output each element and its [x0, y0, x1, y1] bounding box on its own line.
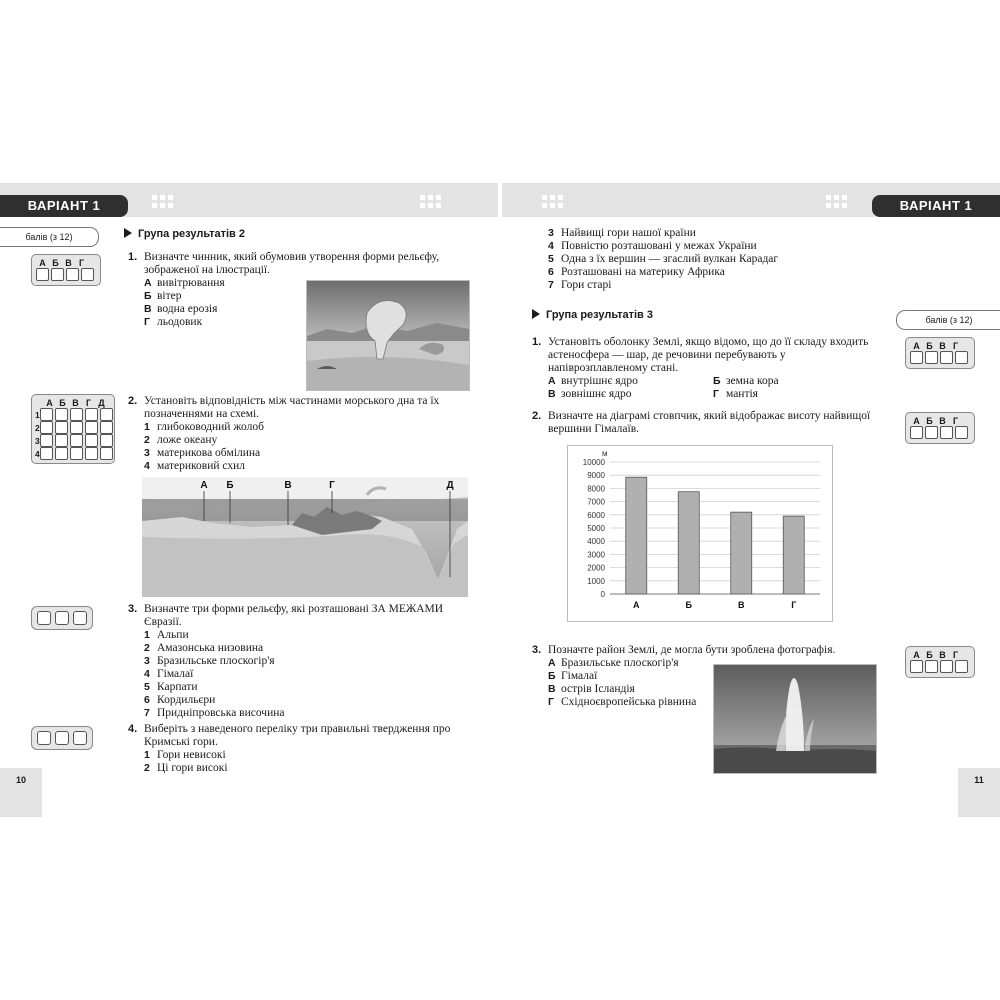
- answer-cell[interactable]: [66, 268, 79, 281]
- answer-cell[interactable]: [70, 434, 83, 447]
- answer-cell[interactable]: [940, 426, 953, 439]
- arrow-right-icon: [124, 228, 132, 238]
- answer-cell[interactable]: [40, 408, 53, 421]
- geyser-photo: [713, 664, 877, 774]
- option-c: В водна ерозія: [144, 303, 218, 315]
- bar: [731, 512, 752, 594]
- answer-cell[interactable]: [37, 731, 51, 745]
- decor-dots: [826, 195, 847, 208]
- score-field[interactable]: балів (з 12): [0, 227, 99, 247]
- answer-cell[interactable]: [70, 421, 83, 434]
- page-number: 11: [958, 768, 1000, 817]
- answer-cell[interactable]: [36, 268, 49, 281]
- variant-title: ВАРІАНТ 1: [0, 195, 128, 217]
- option-a: А вивітрювання: [144, 277, 225, 289]
- answer-letters: А Б В Г: [39, 258, 85, 268]
- answer-box-q4[interactable]: [31, 726, 93, 750]
- height-bar-chart: [567, 445, 833, 622]
- y-tick-label: 8000: [587, 484, 605, 494]
- y-tick-label: 9000: [587, 471, 605, 481]
- question-4-continued: 3 Найвищі гори нашої країни 4 Повністю розташовані у межах України 5 Одна з їх вершин — згаслий вулкан Карадаг 6 Розташовані на материку Африка 7 Гори старі: [548, 227, 779, 291]
- score-field[interactable]: балів (з 12): [896, 310, 1000, 330]
- question-2: 2. Установіть відповідність між частинами морського дна та їх позначеннями на схемі. 1 глибоководний жолоб 2 ложе океану 3 материкова обмілина 4 материковий схил: [144, 395, 470, 473]
- x-tick-label: Б: [685, 600, 692, 610]
- answer-cell[interactable]: [55, 421, 68, 434]
- answer-box-r-q2[interactable]: А Б В Г: [905, 412, 975, 444]
- arrow-right-icon: [532, 309, 540, 319]
- answer-cell[interactable]: [925, 351, 938, 364]
- decor-dots: [152, 195, 173, 208]
- answer-cell[interactable]: [100, 447, 113, 460]
- question-text: Визначте чинник, який обумовив утворення форми рельєфу, зображеної на ілюстрації.: [144, 251, 440, 276]
- y-axis-unit: м: [602, 449, 608, 458]
- decor-dots: [420, 195, 441, 208]
- answer-cell[interactable]: [940, 351, 953, 364]
- group-title: Група результатів 3: [532, 309, 653, 321]
- diagram-label-v: В: [284, 480, 292, 491]
- bar-chart-svg: [568, 446, 832, 621]
- y-tick-label: 6000: [587, 510, 605, 520]
- answer-cell[interactable]: [910, 351, 923, 364]
- answer-box-q3[interactable]: [31, 606, 93, 630]
- seabed-diagram: [142, 477, 468, 597]
- answer-cell[interactable]: [925, 660, 938, 673]
- answer-box-r-q1[interactable]: А Б В Г: [905, 337, 975, 369]
- answer-grid-q2[interactable]: А Б В Г Д 1 2 3 4: [31, 394, 115, 464]
- question-r3: 3. Позначте район Землі, де могла бути зроблена фотографія. А Бразильське плоскогір'я Б Гімалаї В острів Ісландія Г Східноєвропейська рівнина: [548, 644, 888, 709]
- x-tick-label: Г: [791, 600, 797, 610]
- question-text: Визначте три форми рельєфу, які розташовані ЗА МЕЖАМИ Євразії.: [144, 603, 444, 628]
- answer-cell[interactable]: [955, 426, 968, 439]
- answer-cell[interactable]: [910, 660, 923, 673]
- option-d: Г льодовик: [144, 316, 203, 328]
- question-text: Виберіть з наведеного переліку три правильні твердження про Кримські гори.: [144, 723, 451, 748]
- answer-cell[interactable]: [55, 434, 68, 447]
- question-text: Установіть оболонку Землі, якщо відомо, що до її складу входить астеносфера — шар, де речовини перебувають у напіврозплавленому стані.: [548, 336, 869, 374]
- y-tick-label: 7000: [587, 497, 605, 507]
- question-text: Установіть відповідність між частинами морського дна та їх позначеннями на схемі.: [144, 395, 440, 420]
- y-tick-label: 5000: [587, 524, 605, 533]
- answer-cell[interactable]: [100, 434, 113, 447]
- variant-title: ВАРІАНТ 1: [872, 195, 1000, 217]
- answer-cell[interactable]: [955, 351, 968, 364]
- answer-cell[interactable]: [70, 447, 83, 460]
- answer-cell[interactable]: [55, 408, 68, 421]
- answer-cell[interactable]: [85, 434, 98, 447]
- answer-cell[interactable]: [910, 426, 923, 439]
- y-tick-label: 3000: [587, 550, 605, 560]
- answer-cell[interactable]: [51, 268, 64, 281]
- answer-cell[interactable]: [85, 447, 98, 460]
- question-text: Визначте на діаграмі стовпчик, який відображає висоту найвищої вершини Гімалаїв.: [548, 410, 871, 435]
- answer-cell[interactable]: [55, 447, 68, 460]
- question-1: 1. Визначте чинник, який обумовив утворення форми рельєфу, зображеної на ілюстрації. А вивітрювання Б вітер В водна ерозія Г льодовик: [144, 251, 470, 329]
- book-spread: [0, 183, 1000, 817]
- answer-cell[interactable]: [85, 421, 98, 434]
- answer-letters: А Б В Г Д: [46, 398, 105, 408]
- answer-box-r-q3[interactable]: А Б В Г: [905, 646, 975, 678]
- answer-cell[interactable]: [81, 268, 94, 281]
- answer-cell[interactable]: [85, 408, 98, 421]
- answer-cell[interactable]: [73, 731, 87, 745]
- answer-cell[interactable]: [40, 447, 53, 460]
- answer-cell[interactable]: [70, 408, 83, 421]
- answer-cell[interactable]: [925, 426, 938, 439]
- question-r2: 2. Визначте на діаграмі стовпчик, який відображає висоту найвищої вершини Гімалаїв.: [548, 410, 878, 436]
- answer-cell[interactable]: [40, 421, 53, 434]
- diagram-label-g: Г: [329, 480, 335, 491]
- bar: [678, 492, 699, 594]
- answer-cell[interactable]: [37, 611, 51, 625]
- answer-cell[interactable]: [940, 660, 953, 673]
- question-4: 4. Виберіть з наведеного переліку три правильні твердження про Кримські гори. 1 Гори невисокі 2 Ці гори високі: [144, 723, 470, 775]
- bar: [626, 477, 647, 594]
- answer-cell[interactable]: [955, 660, 968, 673]
- answer-cell[interactable]: [55, 731, 69, 745]
- y-tick-label: 2000: [587, 563, 605, 573]
- group-title: Група результатів 2: [124, 228, 245, 240]
- answer-cell[interactable]: [55, 611, 69, 625]
- question-3: 3. Визначте три форми рельєфу, які розташовані ЗА МЕЖАМИ Євразії. 1 Альпи 2 Амазонська низовина 3 Бразильське плоскогір'я 4 Гімалаї 5 Карпати 6 Кордильєри 7 Придніпровська височина: [144, 603, 470, 720]
- y-tick-label: 0: [600, 590, 605, 599]
- question-r1: 1. Установіть оболонку Землі, якщо відомо, що до її складу входить астеносфера — шар, де речовини перебувають у напіврозплавленому стані. А внутрішнє ядро Б земна кора В зовнішнє ядро Г мантія: [548, 336, 878, 401]
- option-b: Б вітер: [144, 290, 182, 302]
- answer-cell[interactable]: [73, 611, 87, 625]
- answer-box-q1[interactable]: [31, 254, 101, 286]
- answer-cell[interactable]: [100, 408, 113, 421]
- answer-cell[interactable]: [40, 434, 53, 447]
- y-tick-label: 1000: [587, 576, 605, 586]
- page-number: 10: [0, 768, 42, 817]
- bar: [783, 516, 804, 594]
- x-tick-label: А: [633, 600, 640, 610]
- diagram-label-d: Д: [446, 480, 454, 491]
- x-tick-label: В: [738, 600, 745, 610]
- diagram-label-a: А: [200, 480, 208, 491]
- question-text: Позначте район Землі, де могла бути зроблена фотографія.: [548, 644, 836, 656]
- y-tick-label: 10000: [582, 458, 605, 467]
- y-tick-label: 4000: [587, 537, 605, 547]
- rock-formation-photo: [306, 280, 470, 391]
- decor-dots: [542, 195, 563, 208]
- diagram-label-b: Б: [226, 480, 234, 491]
- answer-cell[interactable]: [100, 421, 113, 434]
